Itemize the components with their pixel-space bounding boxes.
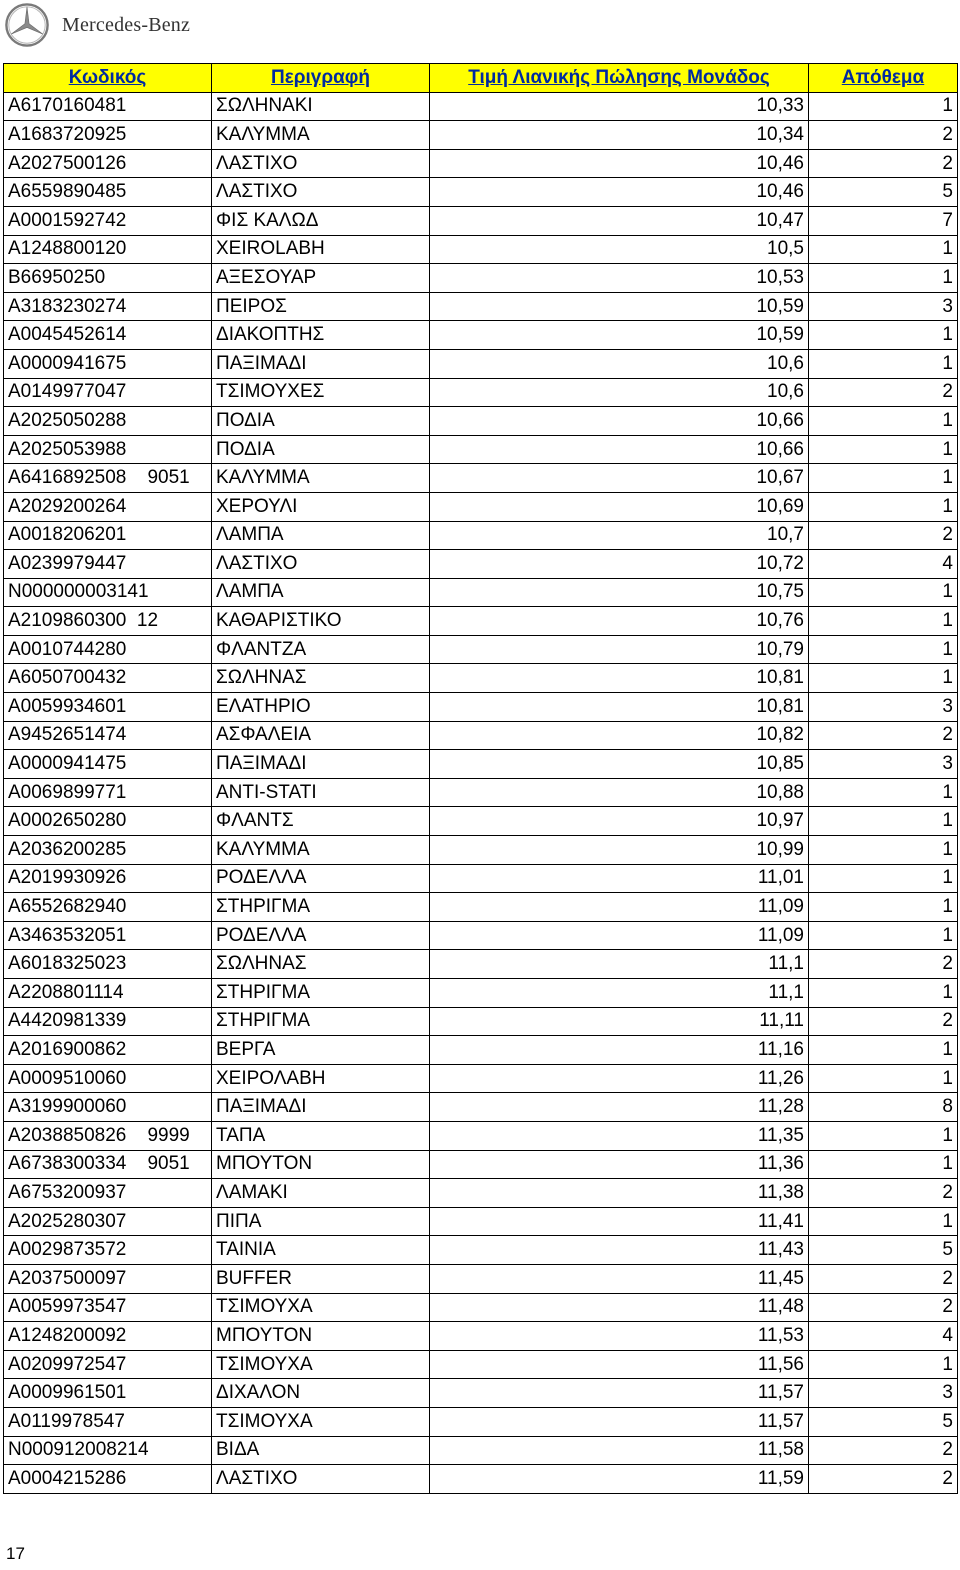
column-header-code: Κωδικός xyxy=(4,64,212,93)
cell-description: ΠΟΔΙΑ xyxy=(212,407,430,436)
table-row xyxy=(4,979,958,1008)
table-row xyxy=(4,864,958,893)
table-row xyxy=(4,893,958,922)
table-row xyxy=(4,950,958,979)
cell-description: ΔΙΧΑΛΟΝ xyxy=(212,1379,430,1408)
cell-price: 10,47 xyxy=(430,206,809,235)
cell-price: 11,28 xyxy=(430,1093,809,1122)
cell-description: ΤΑΙΝΙΑ xyxy=(212,1236,430,1265)
cell-code: A1683720925 xyxy=(4,121,212,150)
table-row xyxy=(4,721,958,750)
cell-description: ΧΕΙΡΟΛΑΒΗ xyxy=(212,1064,430,1093)
cell-description: ΜΠΟΥΤΟΝ xyxy=(212,1322,430,1351)
table-row xyxy=(4,1350,958,1379)
table-row xyxy=(4,607,958,636)
cell-stock: 1 xyxy=(809,1064,958,1093)
table-row xyxy=(4,1121,958,1150)
cell-description: ΜΠΟΥΤΟΝ xyxy=(212,1150,430,1179)
table-row xyxy=(4,778,958,807)
cell-price: 11,1 xyxy=(430,950,809,979)
cell-code: A0009961501 xyxy=(4,1379,212,1408)
cell-code: A0000941475 xyxy=(4,750,212,779)
cell-code: A0002650280 xyxy=(4,807,212,836)
cell-code: A3183230274 xyxy=(4,292,212,321)
cell-stock: 1 xyxy=(809,492,958,521)
cell-stock: 2 xyxy=(809,121,958,150)
cell-price: 11,45 xyxy=(430,1264,809,1293)
cell-stock: 1 xyxy=(809,1150,958,1179)
table-row xyxy=(4,1236,958,1265)
cell-code: A0029873572 xyxy=(4,1236,212,1265)
header-logo xyxy=(4,3,190,47)
cell-description: ΣΤΗΡΙΓΜΑ xyxy=(212,893,430,922)
cell-code: A0010744280 xyxy=(4,635,212,664)
cell-description: ΣΩΛΗΝΑΣ xyxy=(212,664,430,693)
cell-description: ΦΛΑΝΤΖΑ xyxy=(212,635,430,664)
cell-stock: 2 xyxy=(809,1179,958,1208)
cell-price: 10,88 xyxy=(430,778,809,807)
cell-description: ΚΑΛΥΜΜΑ xyxy=(212,464,430,493)
cell-code: A0000941675 xyxy=(4,349,212,378)
table-row xyxy=(4,550,958,579)
cell-price: 11,57 xyxy=(430,1407,809,1436)
cell-stock: 1 xyxy=(809,464,958,493)
cell-description: ΡΟΔΕΛΛΑ xyxy=(212,864,430,893)
cell-code: A6738300334 9051 xyxy=(4,1150,212,1179)
cell-description: ΑΞΕΣΟΥΑΡ xyxy=(212,264,430,293)
table-row xyxy=(4,235,958,264)
table-row xyxy=(4,1379,958,1408)
cell-description: ΠΕΙΡΟΣ xyxy=(212,292,430,321)
cell-price: 10,81 xyxy=(430,664,809,693)
cell-code: A3463532051 xyxy=(4,921,212,950)
column-header-description: Περιγραφή xyxy=(212,64,430,93)
cell-code: A0001592742 xyxy=(4,206,212,235)
cell-description: ΛΑΣΤΙΧΟ xyxy=(212,149,430,178)
cell-stock: 8 xyxy=(809,1093,958,1122)
cell-price: 10,67 xyxy=(430,464,809,493)
cell-code: A2016900862 xyxy=(4,1036,212,1065)
cell-stock: 3 xyxy=(809,292,958,321)
cell-code: A6552682940 xyxy=(4,893,212,922)
cell-stock: 1 xyxy=(809,807,958,836)
cell-price: 10,46 xyxy=(430,149,809,178)
cell-price: 10,7 xyxy=(430,521,809,550)
cell-price: 10,69 xyxy=(430,492,809,521)
cell-stock: 1 xyxy=(809,664,958,693)
mercedes-star-icon xyxy=(4,2,50,48)
cell-description: ΠΑΞΙΜΑΔΙ xyxy=(212,750,430,779)
cell-description: ΒΕΡΓΑ xyxy=(212,1036,430,1065)
header-row xyxy=(4,64,958,93)
table-row xyxy=(4,1007,958,1036)
cell-price: 11,38 xyxy=(430,1179,809,1208)
cell-price: 10,82 xyxy=(430,721,809,750)
cell-price: 10,66 xyxy=(430,435,809,464)
cell-description: ΛΑΜΠΑ xyxy=(212,578,430,607)
cell-price: 11,11 xyxy=(430,1007,809,1036)
cell-price: 10,85 xyxy=(430,750,809,779)
cell-description: ΣΩΛΗΝΑΚΙ xyxy=(212,92,430,121)
cell-stock: 1 xyxy=(809,1121,958,1150)
table-row xyxy=(4,1036,958,1065)
cell-price: 10,97 xyxy=(430,807,809,836)
table-row xyxy=(4,149,958,178)
cell-price: 10,53 xyxy=(430,264,809,293)
cell-price: 10,66 xyxy=(430,407,809,436)
cell-code: A0209972547 xyxy=(4,1350,212,1379)
cell-code: N000000003141 xyxy=(4,578,212,607)
table-row xyxy=(4,921,958,950)
cell-code: A0149977047 xyxy=(4,378,212,407)
table-row xyxy=(4,836,958,865)
cell-description: ΧΕΡΟΥΛΙ xyxy=(212,492,430,521)
cell-stock: 2 xyxy=(809,721,958,750)
cell-code: A2019930926 xyxy=(4,864,212,893)
cell-price: 11,16 xyxy=(430,1036,809,1065)
cell-description: BUFFER xyxy=(212,1264,430,1293)
cell-stock: 1 xyxy=(809,435,958,464)
table-row xyxy=(4,292,958,321)
cell-stock: 2 xyxy=(809,378,958,407)
page-number: 17 xyxy=(6,1544,25,1563)
cell-stock: 1 xyxy=(809,778,958,807)
cell-price: 10,59 xyxy=(430,292,809,321)
table-row xyxy=(4,321,958,350)
cell-stock: 1 xyxy=(809,1036,958,1065)
table-row xyxy=(4,378,958,407)
cell-stock: 5 xyxy=(809,1236,958,1265)
cell-price: 10,6 xyxy=(430,378,809,407)
cell-description: ΔΙΑΚΟΠΤΗΣ xyxy=(212,321,430,350)
cell-code: A2027500126 xyxy=(4,149,212,178)
cell-stock: 2 xyxy=(809,521,958,550)
cell-stock: 1 xyxy=(809,321,958,350)
cell-code: A3199900060 xyxy=(4,1093,212,1122)
table-row xyxy=(4,492,958,521)
cell-stock: 1 xyxy=(809,979,958,1008)
cell-stock: 1 xyxy=(809,921,958,950)
cell-code: A4420981339 xyxy=(4,1007,212,1036)
cell-price: 10,99 xyxy=(430,836,809,865)
cell-code: A2025053988 xyxy=(4,435,212,464)
table-row xyxy=(4,435,958,464)
cell-price: 10,59 xyxy=(430,321,809,350)
cell-price: 10,75 xyxy=(430,578,809,607)
table-row xyxy=(4,635,958,664)
cell-stock: 2 xyxy=(809,1007,958,1036)
cell-stock: 1 xyxy=(809,235,958,264)
cell-description: ΦΛΑΝΤΣ xyxy=(212,807,430,836)
cell-price: 10,76 xyxy=(430,607,809,636)
cell-stock: 3 xyxy=(809,1379,958,1408)
cell-stock: 1 xyxy=(809,578,958,607)
cell-stock: 1 xyxy=(809,607,958,636)
cell-stock: 5 xyxy=(809,1407,958,1436)
cell-price: 11,58 xyxy=(430,1436,809,1465)
cell-description: ΚΑΘΑΡΙΣΤΙΚΟ xyxy=(212,607,430,636)
cell-stock: 1 xyxy=(809,836,958,865)
cell-stock: 1 xyxy=(809,1350,958,1379)
cell-description: ΠΟΔΙΑ xyxy=(212,435,430,464)
cell-price: 11,56 xyxy=(430,1350,809,1379)
cell-description: ΤΣΙΜΟΥΧΑ xyxy=(212,1407,430,1436)
cell-description: ΛΑΣΤΙΧΟ xyxy=(212,550,430,579)
cell-price: 11,36 xyxy=(430,1150,809,1179)
cell-code: A2036200285 xyxy=(4,836,212,865)
table-row xyxy=(4,1150,958,1179)
cell-price: 11,26 xyxy=(430,1064,809,1093)
cell-code: A2038850826 9999 xyxy=(4,1121,212,1150)
cell-price: 11,09 xyxy=(430,921,809,950)
cell-stock: 2 xyxy=(809,950,958,979)
cell-description: ΦΙΣ ΚΑΛΩΔ xyxy=(212,206,430,235)
cell-description: ΣΤΗΡΙΓΜΑ xyxy=(212,979,430,1008)
cell-stock: 4 xyxy=(809,550,958,579)
table-row xyxy=(4,349,958,378)
cell-stock: 2 xyxy=(809,1264,958,1293)
cell-code: N000912008214 xyxy=(4,1436,212,1465)
cell-code: A6018325023 xyxy=(4,950,212,979)
cell-stock: 1 xyxy=(809,864,958,893)
cell-price: 11,59 xyxy=(430,1465,809,1494)
cell-code: A1248200092 xyxy=(4,1322,212,1351)
table-row xyxy=(4,1264,958,1293)
cell-code: A2037500097 xyxy=(4,1264,212,1293)
cell-description: ΑΣΦΑΛΕΙΑ xyxy=(212,721,430,750)
cell-code: A0059973547 xyxy=(4,1293,212,1322)
table-row xyxy=(4,693,958,722)
cell-price: 10,33 xyxy=(430,92,809,121)
cell-stock: 2 xyxy=(809,1293,958,1322)
cell-price: 10,79 xyxy=(430,635,809,664)
cell-code: A0018206201 xyxy=(4,521,212,550)
parts-table xyxy=(3,63,958,1494)
cell-description: ΠΙΠΑ xyxy=(212,1207,430,1236)
cell-price: 11,01 xyxy=(430,864,809,893)
cell-description: XEIROLABH xyxy=(212,235,430,264)
cell-code: A9452651474 xyxy=(4,721,212,750)
cell-description: ΤΣΙΜΟΥΧΕΣ xyxy=(212,378,430,407)
cell-price: 11,48 xyxy=(430,1293,809,1322)
cell-price: 10,46 xyxy=(430,178,809,207)
cell-price: 11,1 xyxy=(430,979,809,1008)
table-row xyxy=(4,1293,958,1322)
cell-description: ΒΙΔΑ xyxy=(212,1436,430,1465)
cell-description: ΚΑΛΥΜΜΑ xyxy=(212,836,430,865)
cell-stock: 3 xyxy=(809,693,958,722)
table-row xyxy=(4,121,958,150)
cell-price: 11,53 xyxy=(430,1322,809,1351)
table-row xyxy=(4,750,958,779)
cell-price: 11,57 xyxy=(430,1379,809,1408)
column-header-unit-retail-price: Τιμή Λιανικής Πώλησης Μονάδος xyxy=(430,64,809,93)
table-row xyxy=(4,1465,958,1494)
cell-stock: 1 xyxy=(809,893,958,922)
cell-code: B66950250 xyxy=(4,264,212,293)
table-row xyxy=(4,1179,958,1208)
table-row xyxy=(4,1322,958,1351)
cell-code: A6416892508 9051 xyxy=(4,464,212,493)
cell-code: A6170160481 xyxy=(4,92,212,121)
cell-code: A0004215286 xyxy=(4,1465,212,1494)
table-row xyxy=(4,807,958,836)
cell-description: ΛΑΣΤΙΧΟ xyxy=(212,1465,430,1494)
cell-stock: 1 xyxy=(809,407,958,436)
cell-code: A2025050288 xyxy=(4,407,212,436)
cell-description: ΛΑΜΠΑ xyxy=(212,521,430,550)
cell-description: ΤΣΙΜΟΥΧΑ xyxy=(212,1350,430,1379)
cell-stock: 1 xyxy=(809,264,958,293)
cell-stock: 1 xyxy=(809,349,958,378)
cell-code: A6753200937 xyxy=(4,1179,212,1208)
table-row xyxy=(4,178,958,207)
cell-code: A6050700432 xyxy=(4,664,212,693)
table-row xyxy=(4,1436,958,1465)
cell-code: A2109860300 12 xyxy=(4,607,212,636)
cell-price: 11,09 xyxy=(430,893,809,922)
cell-price: 11,41 xyxy=(430,1207,809,1236)
cell-code: A6559890485 xyxy=(4,178,212,207)
cell-description: ΚΑΛΥΜΜΑ xyxy=(212,121,430,150)
table-row xyxy=(4,1207,958,1236)
cell-description: ΣΤΗΡΙΓΜΑ xyxy=(212,1007,430,1036)
cell-description: ΛΑΣΤΙΧΟ xyxy=(212,178,430,207)
cell-stock: 1 xyxy=(809,635,958,664)
brand-name: Mercedes-Benz xyxy=(62,13,191,36)
cell-stock: 4 xyxy=(809,1322,958,1351)
cell-description: ΕΛΑΤΗΡΙΟ xyxy=(212,693,430,722)
cell-code: A0059934601 xyxy=(4,693,212,722)
cell-stock: 2 xyxy=(809,1465,958,1494)
cell-price: 10,72 xyxy=(430,550,809,579)
cell-description: ΣΩΛΗΝΑΣ xyxy=(212,950,430,979)
cell-description: ΠΑΞΙΜΑΔΙ xyxy=(212,349,430,378)
table-row xyxy=(4,206,958,235)
cell-price: 10,34 xyxy=(430,121,809,150)
cell-description: ANTI-STATI xyxy=(212,778,430,807)
table-row xyxy=(4,92,958,121)
cell-code: A2208801114 xyxy=(4,979,212,1008)
table-row xyxy=(4,521,958,550)
cell-code: A0045452614 xyxy=(4,321,212,350)
cell-code: A0069899771 xyxy=(4,778,212,807)
cell-price: 10,81 xyxy=(430,693,809,722)
table-row xyxy=(4,407,958,436)
table-row xyxy=(4,1093,958,1122)
cell-code: A1248800120 xyxy=(4,235,212,264)
table-row xyxy=(4,664,958,693)
cell-stock: 2 xyxy=(809,1436,958,1465)
cell-price: 10,5 xyxy=(430,235,809,264)
cell-code: A2029200264 xyxy=(4,492,212,521)
cell-code: A0119978547 xyxy=(4,1407,212,1436)
table-row xyxy=(4,1407,958,1436)
cell-price: 11,43 xyxy=(430,1236,809,1265)
cell-stock: 5 xyxy=(809,178,958,207)
table-row xyxy=(4,578,958,607)
cell-stock: 2 xyxy=(809,149,958,178)
table-row xyxy=(4,464,958,493)
cell-price: 10,6 xyxy=(430,349,809,378)
cell-description: ΠΑΞΙΜΑΔΙ xyxy=(212,1093,430,1122)
cell-stock: 1 xyxy=(809,92,958,121)
cell-description: ΤΑΠΑ xyxy=(212,1121,430,1150)
cell-stock: 3 xyxy=(809,750,958,779)
cell-price: 11,35 xyxy=(430,1121,809,1150)
cell-description: ΤΣΙΜΟΥΧΑ xyxy=(212,1293,430,1322)
table-row xyxy=(4,1064,958,1093)
column-header-stock: Απόθεμα xyxy=(809,64,958,93)
cell-description: ΛΑΜΑΚΙ xyxy=(212,1179,430,1208)
table-row xyxy=(4,264,958,293)
cell-description: ΡΟΔΕΛΛΑ xyxy=(212,921,430,950)
cell-code: A0009510060 xyxy=(4,1064,212,1093)
cell-code: A0239979447 xyxy=(4,550,212,579)
cell-stock: 7 xyxy=(809,206,958,235)
cell-code: A2025280307 xyxy=(4,1207,212,1236)
cell-stock: 1 xyxy=(809,1207,958,1236)
